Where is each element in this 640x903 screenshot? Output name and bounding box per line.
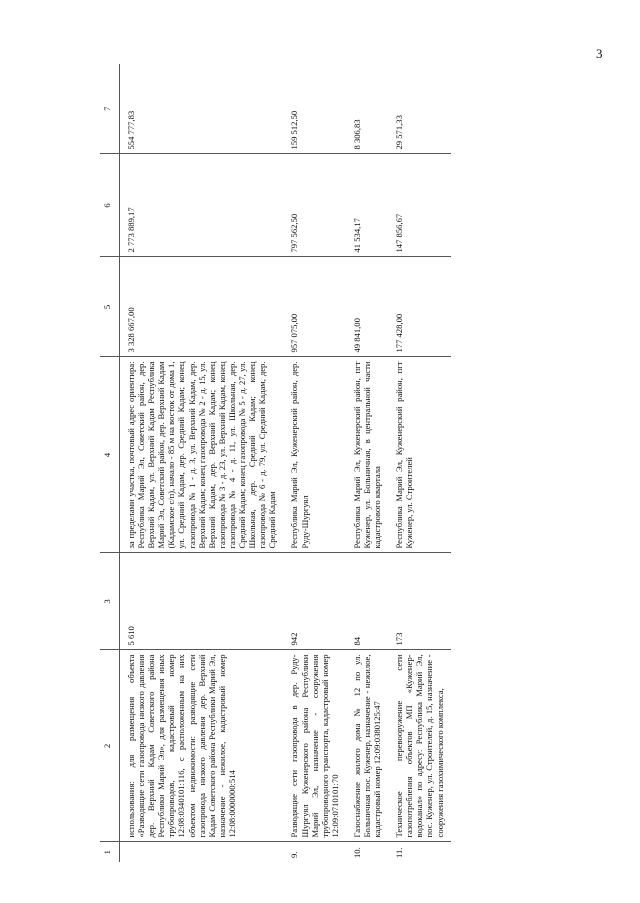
object-name: использования: для размещения объекта «Разводящие сети газопровода низкого давления дер. Верхний Кадам Советского района Республики Марий Эл», для размещения иных трубопроводов, кадастровый номер 12:08:0340101:116, с расположенным на них объектом недвижимости: разводящие сети газопровода низкого давления дер. Верхний Кадам Советского района Республики Марий Эл, назначение - нежилое, кадастровый номер 12:08:0000000:514: [120, 650, 284, 842]
object-area: 942: [283, 553, 345, 650]
rotated-property-table: [100, 64, 525, 862]
value-col-5: 177 428,00: [388, 257, 450, 357]
value-col-7: 29 571,33: [394, 115, 405, 150]
object-address: за пределами участка, почтовый адрес ориентира: Республика Марий Эл, Советский район, дер. Верхний Кадам, ул. Верхний Кадам Республика Марий Эл, Советский район, дер. Верхний Кадам (Кадамское с/п), начало - 85 м на восток от дома 1, ул. Средний Кадам, дер. Средний Кадам; конец газопровода № 1 - д. 3, ул. Верхний Кадам, дер. Верхний Кадам; конец газопровода № 2 - д. 15, ул. Верхний Кадам, дер. Верхний Кадам; конец газопровода № 3 - д. 23, ул. Верхний Кадам, конец газопровода № 4 - д. 11, ул. Школьная, дер. Средний Кадам; конец газопровода № 5 - д. 27, ул. Школьная, дер. Средний Кадам; конец газопровода № 6 - д. 79, ул. Средний Кадам, дер. Средний Кадам: [120, 357, 284, 553]
object-address: Республика Марий Эл, Куженерский район, дер. Руду-Шургуял: [283, 357, 345, 553]
header-row: [100, 64, 120, 862]
value-col-7: 159 512,50: [289, 110, 300, 150]
table-row-continuation: [120, 64, 284, 862]
value-col-7: 554 777,83: [126, 110, 136, 150]
row-number: 10.: [346, 842, 388, 862]
value-col-6: 797 562,50: [283, 154, 345, 257]
page-number: 3: [596, 46, 603, 61]
object-address: Республика Марий Эл, Куженерский район, пгт Куженер, ул. Строителей: [388, 357, 450, 553]
table-row: [388, 64, 450, 862]
header-col-5: 5: [100, 257, 120, 357]
object-name: Техническое перевооружение сети газопотребления объектов МП «Куженер-водоканал» по адресу: Республика Марий Эл, пос. Куженер, ул. Строителей, д. 15, назначение - сооружения газохимического комплекса,: [388, 650, 450, 842]
header-col-3: 3: [100, 553, 120, 650]
value-col-7: 8 306,83: [351, 119, 362, 150]
value-col-6: 147 856,67: [388, 154, 450, 257]
value-col-5: 49 841,00: [346, 257, 388, 357]
row-number: 11.: [388, 842, 450, 862]
header-col-2: 2: [100, 650, 120, 842]
table-row: [346, 64, 388, 862]
row-number: 9.: [283, 842, 345, 862]
value-col-6: 41 534,17: [346, 154, 388, 257]
object-name: Газоснабжение жилого дома № 12 по ул. Больничная пос. Куженер, назначение - нежилое, кадастровый номер 12:09:0380125:47: [346, 650, 388, 842]
value-col-5: 3 328 667,00: [120, 257, 284, 357]
table-row: [283, 64, 345, 862]
object-name: Разводящие сети газопровода в дер. Руду-Шургуял Куженерского района Республики Марий Эл, назначение - сооружения трубопроводного транспорта, кадастровый номер 12:09:0710101:70: [283, 650, 345, 842]
header-col-4: 4: [100, 357, 120, 553]
header-col-7: 7: [100, 64, 120, 154]
row-number: [120, 842, 284, 862]
property-table: [100, 64, 451, 862]
value-col-5: 957 075,00: [283, 257, 345, 357]
object-area: 84: [346, 553, 388, 650]
header-col-1: 1: [100, 842, 120, 862]
object-area: 5 610: [120, 553, 284, 650]
value-col-6: 2 773 889,17: [120, 154, 284, 257]
object-address: Республика Марий Эл, Куженерский район, пгт Куженер, ул. Больничная, в центральной части кадастрового квартала: [346, 357, 388, 553]
header-col-6: 6: [100, 154, 120, 257]
object-area: 173: [388, 553, 450, 650]
